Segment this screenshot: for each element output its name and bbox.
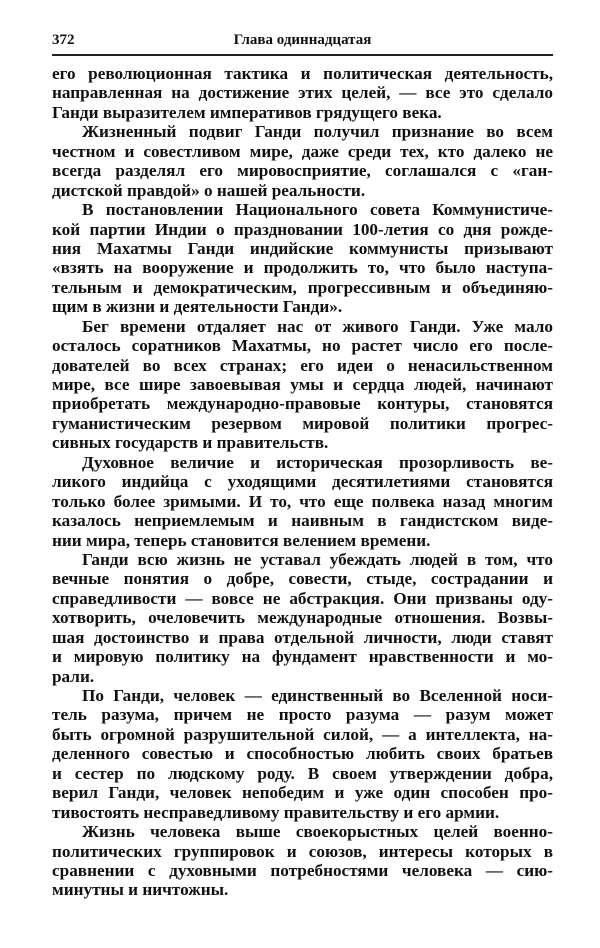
text-line: приобретать международно-правовые контуры, становятся (52, 394, 553, 414)
text-line: верил Ганди, человек непобедим и уже один способен про- (52, 783, 553, 803)
paragraph (52, 550, 553, 686)
text-line: деленного совестью и способностью любить своих братьев (52, 744, 553, 764)
text-line: Бег времени отдаляет нас от живого Ганди. Уже мало (82, 316, 553, 336)
text-line: вечные понятия о добре, совести, стыде, сострадании и (52, 569, 553, 589)
text-line: Духовное величие и историческая прозорливость ве- (82, 452, 553, 472)
text-line: Ганди выразителем императивов грядущего века. (52, 102, 442, 122)
text-line: Жизненный подвиг Ганди получил признание во всем (82, 122, 553, 142)
text-line: В постановлении Национального совета Коммунистиче- (82, 200, 553, 220)
paragraph (52, 822, 553, 900)
text-line: дистской правдой» о нашей реальности. (52, 180, 366, 200)
text-line: По Ганди, человек — единственный во Вселенной носи- (82, 686, 553, 705)
text-line: кой партии Индии о праздновании 100-летия со дня рожде- (52, 219, 553, 239)
running-header (52, 30, 553, 56)
text-line: ликого индийца с уходящими десятилетиями становятся (52, 472, 553, 492)
text-line: только более зримыми. И то, что еще полвека назад многим (52, 491, 553, 511)
text-line: Ганди всю жизнь не уставал убеждать людей в том, что (82, 549, 553, 569)
page-number: 372 (52, 32, 75, 48)
text-line: сравнении с духовными потребностями человека — сию- (52, 860, 553, 880)
text-line: сивных государств и правительств. (52, 433, 329, 453)
text-line: тель разума, причем не просто разума — разум может (52, 705, 553, 725)
paragraph (52, 317, 553, 453)
text-line: тивостоять несправедливому правительству и его армии. (52, 802, 500, 822)
text-line: дователей во всех странах; его идеи о ненасильственном (52, 355, 553, 375)
text-line: ния Махатмы Ганди индийские коммунисты призывают (52, 238, 553, 258)
text-line: рали. (52, 666, 95, 686)
paragraph (52, 686, 553, 822)
paragraph (52, 453, 553, 550)
text-line: казалось неприемлемым и наивным в гандистском виде- (52, 511, 553, 531)
text-line: нии мира, теперь становится велением времени. (52, 530, 431, 550)
text-line: шая достоинство и права отдельной личности, люди ставят (52, 627, 553, 647)
text-line: хотворить, очеловечить международные отношения. Возвы- (52, 608, 553, 628)
text-line: всегда разделял его мировосприятие, соглашался с «ган- (52, 161, 553, 181)
text-line: справедливости — вовсе не абстракция. Они призваны оду- (52, 588, 553, 608)
page-body (52, 64, 553, 900)
text-line: Жизнь человека выше своекорыстных целей военно- (82, 822, 553, 842)
text-line: и мировую политику на фундамент нравственности и мо- (52, 647, 553, 667)
paragraph (52, 200, 553, 317)
text-line: и сестер по людскому роду. В своем утверждении добра, (52, 763, 553, 783)
text-line: «взять на вооружение и продолжить то, что было наступа- (52, 258, 553, 278)
paragraph (52, 64, 553, 122)
running-title: Глава одиннадцатая (233, 32, 372, 48)
text-line: мире, все шире завоевывая умы и сердца людей, начинают (52, 375, 553, 394)
text-line: минутны и ничтожны. (52, 880, 229, 900)
text-line: тельным и демократическим, прогрессивным и объединяю- (52, 277, 553, 297)
text-line: осталось соратников Махатмы, но растет число его после- (52, 336, 553, 356)
paragraph (52, 122, 553, 200)
text-line: быть огромной разрушительной силой, — а интеллекта, на- (52, 724, 553, 744)
text-line: его революционная тактика и политическая деятельность, (52, 64, 553, 83)
text-line: политических группировок и союзов, интересы которых в (52, 841, 553, 861)
text-line: честном и совестливом мире, даже среди тех, кто далеко не (52, 141, 553, 161)
text-line: гуманистическим резервом мировой политики прогрес- (52, 413, 553, 433)
text-line: щим в жизни и деятельности Ганди». (52, 297, 343, 317)
text-line: направленная на достижение этих целей, — все это сделало (52, 83, 553, 103)
